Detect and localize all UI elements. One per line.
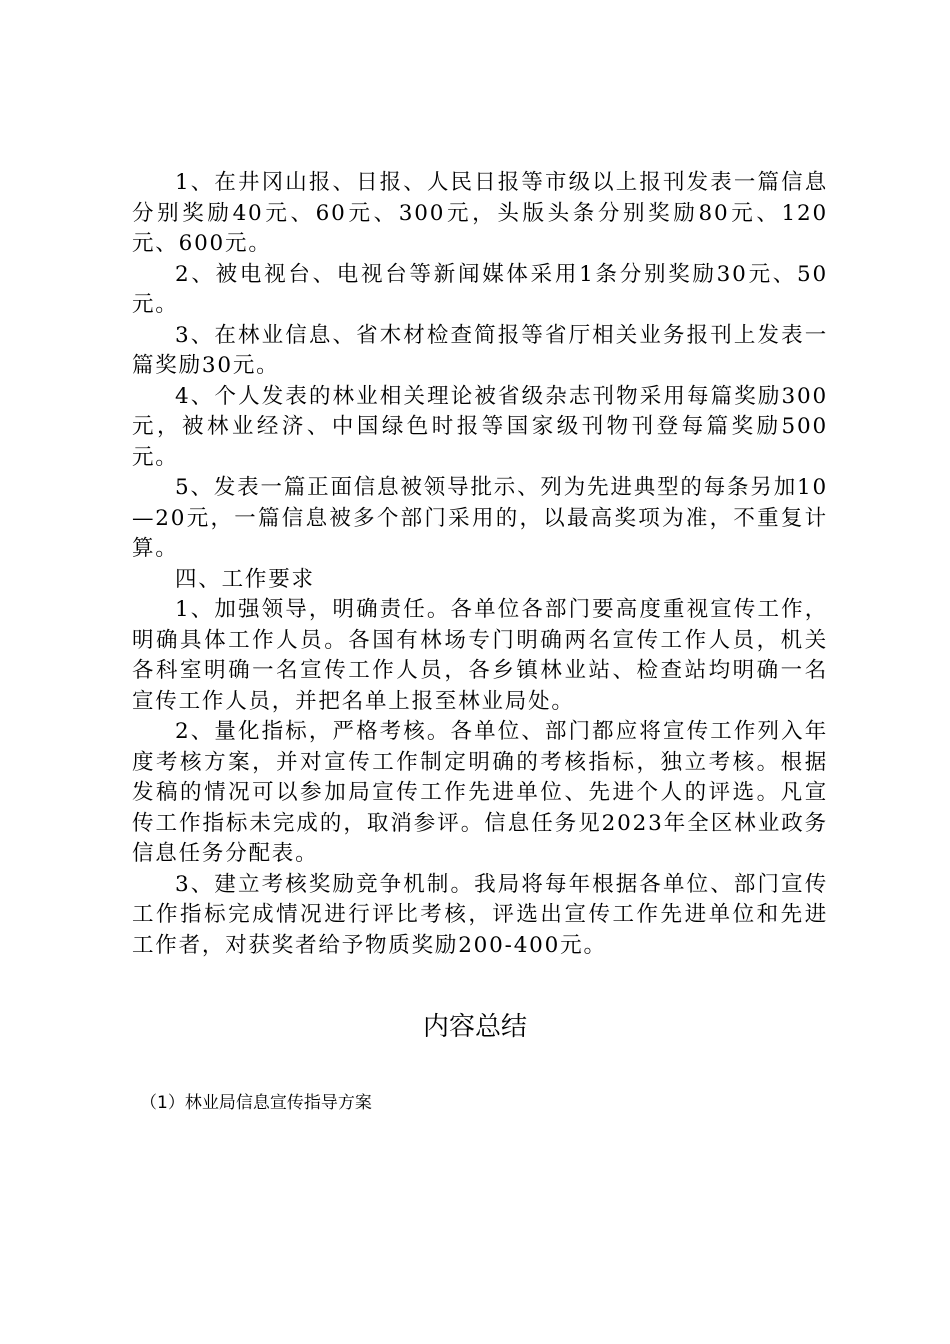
summary-item: （1）林业局信息宣传指导方案 bbox=[140, 1093, 372, 1113]
reward-paragraph-5: 5、发表一篇正面信息被领导批示、列为先进典型的每条另加10—20元，一篇信息被多个部门采用的，以最高奖项为准，不重复计算。 bbox=[132, 475, 828, 561]
requirement-paragraph-2: 2、量化指标，严格考核。各单位、部门都应将宣传工作列入年度考核方案，并对宣传工作制定明确的考核指标，独立考核。根据发稿的情况可以参加局宣传工作先进单位、先进个人的评选。凡宣传工作指标未完成的，取消参评。信息任务见2023年全区林业政务信息任务分配表。 bbox=[132, 719, 828, 866]
reward-paragraph-2: 2、被电视台、电视台等新闻媒体采用1条分别奖励30元、50元。 bbox=[132, 261, 828, 317]
reward-paragraph-3: 3、在林业信息、省木材检查简报等省厅相关业务报刊上发表一篇奖励30元。 bbox=[132, 322, 828, 378]
reward-paragraph-4: 4、个人发表的林业相关理论被省级杂志刊物采用每篇奖励300元，被林业经济、中国绿色时报等国家级刊物刊登每篇奖励500元。 bbox=[132, 383, 828, 470]
summary-title: 内容总结 bbox=[422, 1012, 527, 1042]
requirement-paragraph-1: 1、加强领导，明确责任。各单位各部门要高度重视宣传工作，明确具体工作人员。各国有林场专门明确两名宣传工作人员，机关各科室明确一名宣传工作人员，各乡镇林业站、检查站均明确一名宣传工作人员，并把名单上报至林业局处。 bbox=[132, 597, 828, 714]
section-heading: 四、工作要求 bbox=[175, 566, 315, 592]
reward-paragraph-1: 1、在井冈山报、日报、人民日报等市级以上报刊发表一篇信息分别奖励40元、60元、300元，头版头条分别奖励80元、120元、600元。 bbox=[132, 170, 828, 256]
document-body bbox=[132, 168, 828, 961]
requirement-paragraph-3: 3、建立考核奖励竞争机制。我局将每年根据各单位、部门宣传工作指标完成情况进行评比考核，评选出宣传工作先进单位和先进工作者，对获奖者给予物质奖励200-400元。 bbox=[132, 871, 828, 958]
